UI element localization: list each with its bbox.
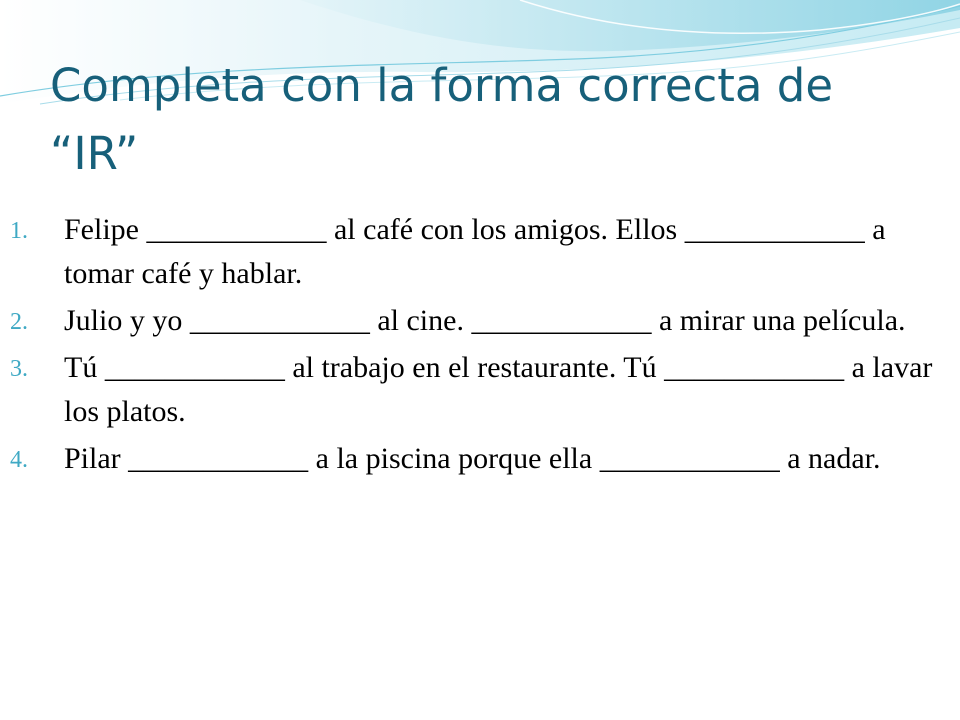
exercise-list bbox=[0, 208, 960, 484]
exercise-item bbox=[0, 208, 960, 296]
item-number: 4. bbox=[10, 447, 28, 473]
item-text: Julio y yo ____________ al cine. ____________ a mirar una película. bbox=[64, 304, 906, 337]
exercise-item bbox=[0, 437, 960, 481]
item-text: Felipe ____________ al café con los amigos. Ellos ____________ a tomar café y hablar. bbox=[64, 213, 886, 290]
item-number: 1. bbox=[10, 218, 28, 244]
item-number: 3. bbox=[10, 356, 28, 382]
exercise-item bbox=[0, 299, 960, 343]
slide-title: Completa con la forma correcta de “IR” bbox=[50, 59, 834, 180]
item-text: Pilar ____________ a la piscina porque ella ____________ a nadar. bbox=[64, 442, 881, 475]
exercise-item bbox=[0, 346, 960, 434]
item-number: 2. bbox=[10, 309, 28, 335]
item-text: Tú ____________ al trabajo en el restaurante. Tú ____________ a lavar los platos. bbox=[64, 351, 933, 428]
